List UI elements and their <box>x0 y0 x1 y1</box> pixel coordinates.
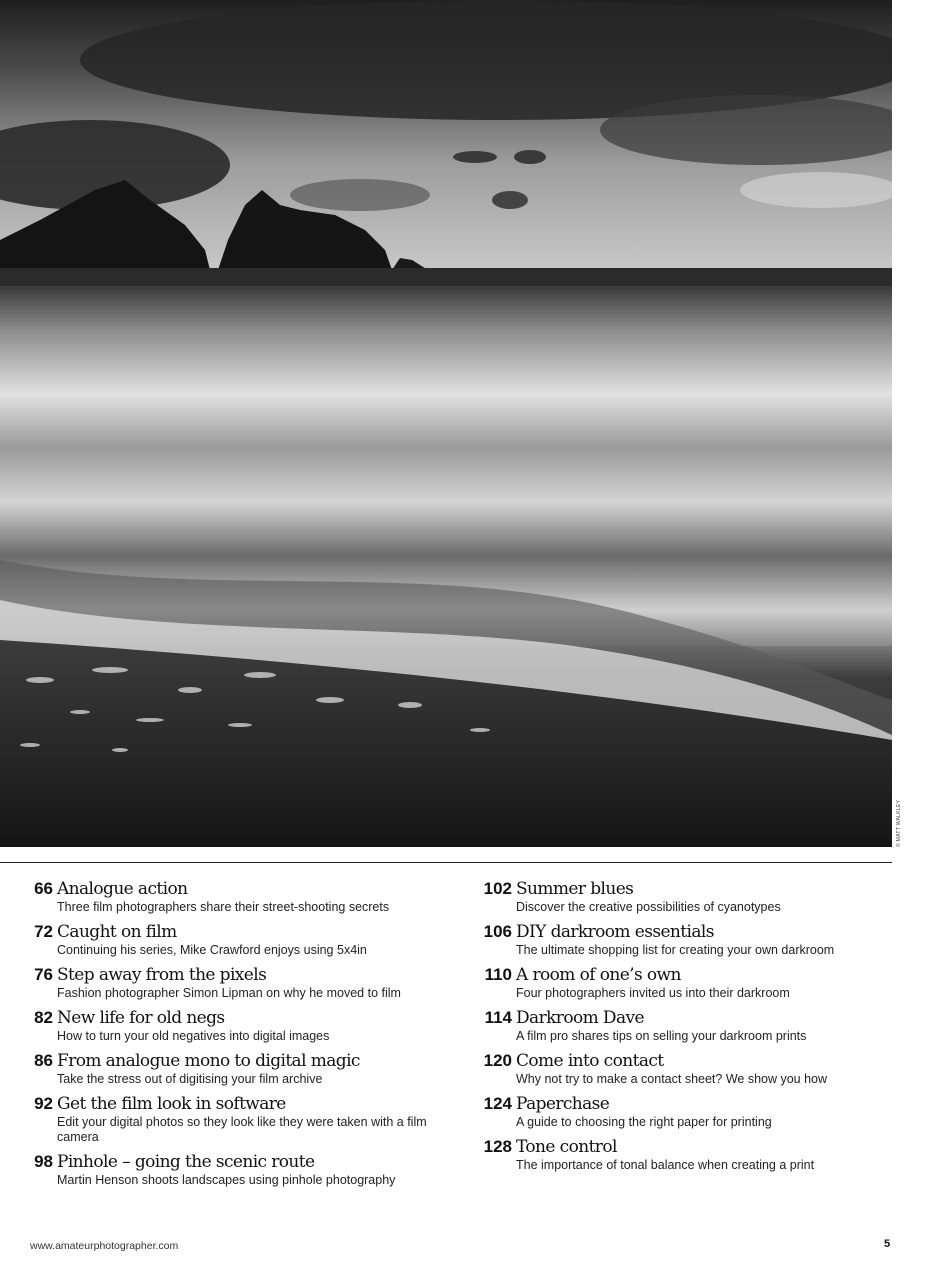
article-title: New life for old negs <box>57 1008 225 1028</box>
contents-right-column <box>474 878 894 1179</box>
page-number: 124 <box>483 1094 512 1113</box>
folio-page-number: 5 <box>884 1238 891 1250</box>
article-description: Continuing his series, Mike Crawford enjoys using 5x4in <box>57 943 367 957</box>
article-title: Pinhole – going the scenic route <box>57 1152 315 1172</box>
article-title: Summer blues <box>516 879 634 899</box>
section-divider <box>0 862 892 863</box>
contents-entry[interactable] <box>24 964 464 1001</box>
article-description: How to turn your old negatives into digital images <box>57 1029 330 1043</box>
contents-entry[interactable] <box>474 878 894 915</box>
contents-left-column <box>24 878 464 1194</box>
article-description: Martin Henson shoots landscapes using pinhole photography <box>57 1173 396 1187</box>
article-title: Paperchase <box>516 1094 610 1114</box>
page-number: 82 <box>34 1008 53 1027</box>
page-number: 76 <box>34 965 53 984</box>
article-title: A room of one’s own <box>516 965 681 985</box>
page-number: 128 <box>483 1137 512 1156</box>
article-description: Why not try to make a contact sheet? We show you how <box>516 1072 828 1086</box>
contents-entry[interactable] <box>24 1007 464 1044</box>
article-description: Three film photographers share their street-shooting secrets <box>57 900 390 914</box>
article-description: A guide to choosing the right paper for printing <box>516 1115 772 1129</box>
photo-credit: © MATT WALKLEY <box>896 799 902 847</box>
page-number: 98 <box>34 1152 53 1171</box>
article-title: Get the film look in software <box>57 1094 286 1114</box>
page-number: 106 <box>483 922 512 941</box>
article-description: Take the stress out of digitising your film archive <box>57 1072 323 1086</box>
contents-entry[interactable] <box>24 1050 464 1087</box>
article-description: The importance of tonal balance when creating a print <box>516 1158 815 1172</box>
contents-entry[interactable] <box>24 878 464 915</box>
article-title: Caught on film <box>57 922 177 942</box>
article-title: DIY darkroom essentials <box>516 922 714 942</box>
article-description: The ultimate shopping list for creating your own darkroom <box>516 943 835 957</box>
contents-entry[interactable] <box>24 1093 464 1145</box>
article-title: Darkroom Dave <box>516 1008 644 1028</box>
article-title: Step away from the pixels <box>57 965 267 985</box>
page-number: 110 <box>484 965 512 984</box>
contents-entry[interactable] <box>474 964 894 1001</box>
article-title: Come into contact <box>516 1051 664 1071</box>
page-number: 86 <box>34 1051 53 1070</box>
contents-entry[interactable] <box>474 1136 894 1173</box>
contents-entry[interactable] <box>474 1007 894 1044</box>
article-description: Edit your digital photos so they look like they were taken with a film camera <box>57 1115 427 1144</box>
contents-entry[interactable] <box>474 1050 894 1087</box>
page-number: 120 <box>483 1051 512 1070</box>
article-description: A film pro shares tips on selling your darkroom prints <box>516 1029 807 1043</box>
article-title: From analogue mono to digital magic <box>57 1051 360 1071</box>
page-number: 72 <box>34 922 53 941</box>
contents-entry[interactable] <box>24 921 464 958</box>
article-description: Discover the creative possibilities of cyanotypes <box>516 900 781 914</box>
article-title: Analogue action <box>57 879 188 899</box>
contents-entry[interactable] <box>474 921 894 958</box>
page-number: 114 <box>484 1008 512 1027</box>
page-number: 66 <box>34 879 53 898</box>
footer-website-link[interactable]: www.amateurphotographer.com <box>30 1240 179 1252</box>
page-number: 92 <box>34 1094 53 1113</box>
contents-entry[interactable] <box>24 1151 464 1188</box>
article-title: Tone control <box>516 1137 617 1157</box>
page-number: 102 <box>483 879 512 898</box>
article-description: Four photographers invited us into their darkroom <box>516 986 790 1000</box>
article-description: Fashion photographer Simon Lipman on why he moved to film <box>57 986 401 1000</box>
contents-entry[interactable] <box>474 1093 894 1130</box>
